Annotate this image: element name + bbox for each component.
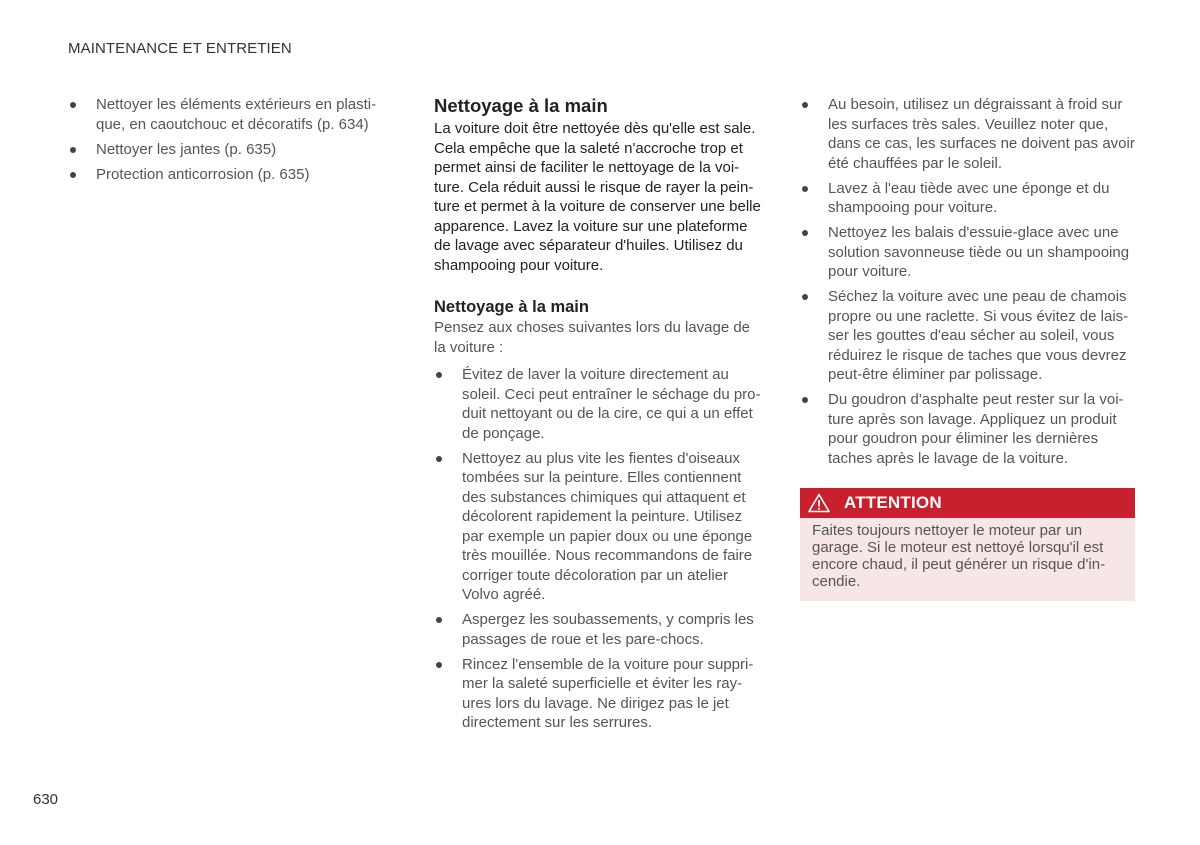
list-item-text: Lavez à l'eau tiède avec une éponge et du shampooing pour voiture. (828, 179, 1110, 216)
list-item (68, 140, 383, 160)
attention-text: Faites toujours nettoyer le moteur par un garage. Si le moteur est nettoyé lorsqu'il est encore chaud, il peut générer un risque d'incendie. (812, 522, 1106, 590)
bullet-list-right (800, 95, 1135, 468)
list-item (68, 95, 383, 134)
list-item (68, 165, 383, 185)
list-item (800, 95, 1135, 173)
column-middle (434, 95, 764, 738)
bullet-icon (436, 617, 442, 623)
list-item-text: Nettoyer les jantes (p. 635) (96, 140, 277, 158)
bullet-icon (436, 662, 442, 668)
list-item (800, 287, 1135, 385)
bullet-icon (70, 147, 76, 153)
list-item-text: Du goudron d'asphalte peut rester sur la voiture après son lavage. Appliquez un produit pour goudron pour éliminer les dernières taches après le lavage de la voiture. (828, 391, 1124, 467)
bullet-icon (802, 294, 808, 300)
attention-header (800, 488, 1135, 518)
bullet-icon (802, 230, 808, 236)
section-title: Nettoyage à la main (434, 95, 608, 116)
column-left (68, 95, 383, 190)
list-item (434, 655, 764, 733)
bullet-icon (436, 456, 442, 462)
bullet-icon (802, 102, 808, 108)
list-item (800, 390, 1135, 468)
list-item (800, 179, 1135, 218)
list-item-text: Nettoyez au plus vite les fientes d'oiseaux tombées sur la peinture. Elles contiennent des substances chimiques qui attaquent et décolorent rapidement la peinture. Utilisez par exemple un papier doux ou une éponge très mouillée. Nous recommandons de faire corriger toute décoloration par un atelier Volvo agréé. (462, 449, 753, 603)
bullet-icon (70, 102, 76, 108)
bullet-icon (802, 186, 808, 192)
list-item-text: Nettoyer les éléments extérieurs en plastique, en caoutchouc et décoratifs (p. 634) (96, 96, 377, 133)
bullet-icon (70, 172, 76, 178)
subsection-intro: Pensez aux choses suivantes lors du lavage de la voiture : (434, 319, 751, 356)
list-item-text: Au besoin, utilisez un dégraissant à froid sur les surfaces très sales. Veuillez noter que, dans ce cas, les surfaces ne doivent pas avoir été chauffées par le soleil. (828, 96, 1135, 172)
list-item-text: Aspergez les soubassements, y compris les passages de roue et les pare-chocs. (462, 611, 754, 648)
attention-box (800, 488, 1135, 601)
list-item (434, 610, 764, 649)
list-item-text: Protection anticorrosion (p. 635) (96, 165, 310, 183)
bullet-list-left (68, 95, 383, 184)
list-item (434, 365, 764, 443)
list-item-text: Évitez de laver la voiture directement au soleil. Ceci peut entraîner le séchage du produit nettoyant ou de la cire, ce qui a un effet de ponçage. (462, 366, 761, 442)
bullet-list-middle (434, 365, 764, 733)
bullet-icon (802, 397, 808, 403)
warning-triangle-icon (808, 493, 830, 513)
bullet-icon (436, 372, 442, 378)
section-header: MAINTENANCE ET ENTRETIEN (68, 40, 292, 57)
list-item (800, 223, 1135, 282)
page-number: 630 (33, 791, 59, 808)
list-item (434, 449, 764, 605)
attention-title: ATTENTION (844, 493, 942, 512)
column-right (800, 95, 1135, 601)
section-body: La voiture doit être nettoyée dès qu'elle est sale. Cela empêche que la saleté n'accroche trop et permet ainsi de faciliter le nettoyage de la voiture. Cela réduit aussi le risque de rayer la peinture et permet à la voiture de conserver une belle apparence. Lavez la voiture sur une plateforme de lavage avec séparateur d'huiles. Utilisez du shampooing pour voiture. (434, 120, 761, 274)
list-item-text: Rincez l'ensemble de la voiture pour supprimer la saleté superficielle et éviter les rayures lors du lavage. Ne dirigez pas le jet directement sur les serrures. (462, 655, 754, 731)
subsection-title: Nettoyage à la main (434, 298, 589, 316)
list-item-text: Séchez la voiture avec une peau de chamois propre ou une raclette. Si vous évitez de laisser les gouttes d'eau sécher au soleil, vous réduirez le risque de taches que vous devrez peut-être éliminer par polissage. (828, 288, 1129, 383)
list-item-text: Nettoyez les balais d'essuie-glace avec une solution savonneuse tiède ou un shampooing pour voiture. (828, 224, 1130, 280)
